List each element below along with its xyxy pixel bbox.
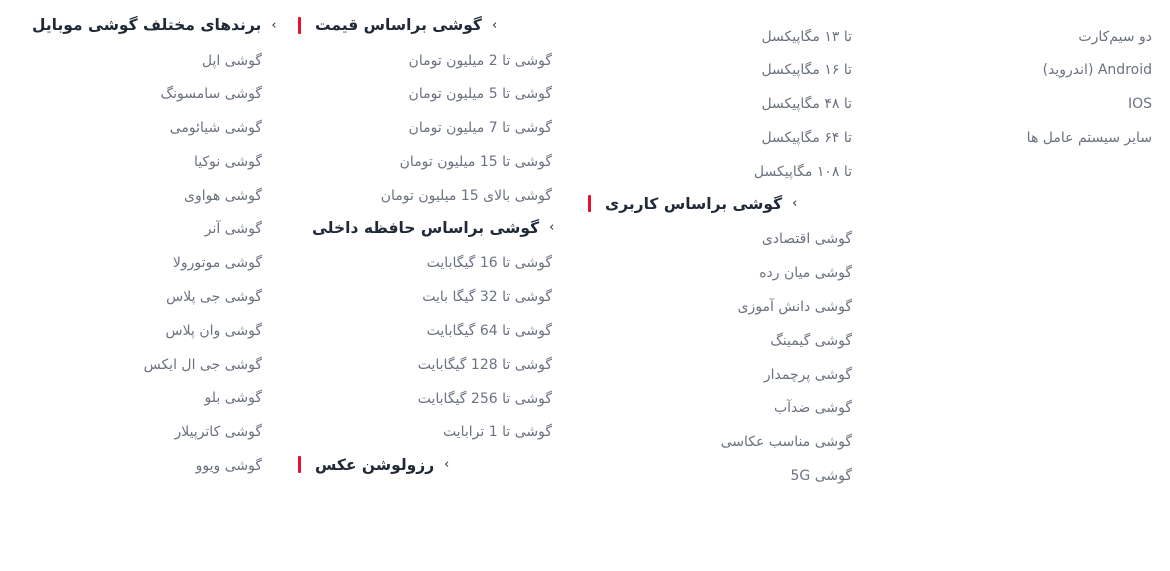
menu-column-price-memory bbox=[280, 10, 570, 571]
menu-item[interactable]: گوشی نوکیا bbox=[193, 153, 262, 170]
menu-item[interactable]: گوشی تا 64 گیگابایت bbox=[426, 323, 552, 340]
menu-item[interactable]: گوشی گیمینگ bbox=[770, 332, 852, 349]
menu-column-brands bbox=[0, 10, 280, 571]
menu-item[interactable]: گوشی آنر bbox=[204, 221, 262, 238]
menu-item[interactable]: تا ۶۴ مگاپیکسل bbox=[761, 129, 852, 146]
accent-bar bbox=[298, 17, 301, 34]
menu-item[interactable]: IOS bbox=[1127, 96, 1152, 113]
menu-item[interactable]: گوشی تا 16 گیگابایت bbox=[426, 255, 552, 272]
group-title-label: گوشی براساس کاربری bbox=[605, 194, 783, 213]
menu-item[interactable]: گوشی دانش آموزی bbox=[737, 299, 852, 316]
group-title-label: برندهای مختلف گوشی موبایل bbox=[32, 16, 262, 34]
accent-bar bbox=[588, 195, 591, 212]
group-title-label: گوشی براساس قیمت bbox=[315, 16, 482, 34]
menu-item[interactable]: گوشی شیائومی bbox=[169, 120, 262, 137]
menu-item[interactable]: گوشی بلو bbox=[204, 390, 262, 407]
group-title-price[interactable] bbox=[298, 10, 552, 40]
menu-item[interactable]: Android (اندروید) bbox=[1042, 62, 1152, 79]
menu-item[interactable]: تا ۱۰۸ مگاپیکسل bbox=[753, 163, 852, 180]
menu-item[interactable]: گوشی بالای 15 میلیون تومان bbox=[380, 187, 552, 204]
menu-item[interactable]: گوشی تا 256 گیگابایت bbox=[417, 390, 552, 407]
menu-item[interactable]: گوشی پرچمدار bbox=[763, 366, 852, 383]
menu-item[interactable]: گوشی هواوی bbox=[184, 187, 262, 204]
menu-item[interactable]: گوشی جی ال ایکس bbox=[143, 356, 262, 373]
chevron-left-icon: › bbox=[271, 17, 277, 33]
menu-item[interactable]: گوشی تا 5 میلیون تومان bbox=[408, 86, 552, 103]
menu-item[interactable]: گوشی تا 1 ترابایت bbox=[442, 424, 552, 441]
group-title-usage[interactable] bbox=[588, 189, 852, 219]
chevron-left-icon: › bbox=[444, 457, 450, 473]
group-title-photo-resolution[interactable] bbox=[298, 450, 552, 480]
menu-item[interactable]: گوشی اپل bbox=[201, 52, 262, 69]
group-title-label: رزولوشن عکس bbox=[315, 455, 435, 474]
menu-item[interactable]: گوشی موتورولا bbox=[172, 255, 262, 272]
menu-item[interactable]: سایر سیستم عامل ها bbox=[1026, 129, 1152, 146]
menu-item[interactable]: دو سیم‌کارت bbox=[1078, 28, 1152, 45]
chevron-left-icon: › bbox=[549, 220, 555, 236]
menu-item[interactable]: گوشی تا 2 میلیون تومان bbox=[408, 52, 552, 69]
menu-item[interactable]: گوشی ضدآب bbox=[773, 400, 852, 417]
column-spacer bbox=[588, 10, 852, 20]
menu-item[interactable]: گوشی وان پلاس bbox=[165, 322, 262, 339]
menu-item[interactable]: تا ۱۳ مگاپیکسل bbox=[761, 28, 852, 45]
group-title-label: گوشی براساس حافظه داخلی bbox=[312, 218, 540, 237]
group-title-brands[interactable] bbox=[18, 10, 277, 40]
menu-item[interactable]: گوشی تا 128 گیگابایت bbox=[417, 356, 552, 373]
menu-item[interactable]: گوشی تا 7 میلیون تومان bbox=[408, 120, 552, 137]
group-title-internal-memory[interactable] bbox=[298, 213, 555, 243]
accent-bar bbox=[298, 456, 301, 473]
menu-item[interactable]: گوشی اقتصادی bbox=[761, 231, 852, 248]
menu-column-camera-usage bbox=[570, 10, 870, 571]
menu-item[interactable]: گوشی تا 15 میلیون تومان bbox=[399, 153, 552, 170]
menu-item[interactable]: گوشی 5G bbox=[790, 468, 852, 485]
menu-item[interactable]: تا ۴۸ مگاپیکسل bbox=[761, 96, 852, 113]
menu-item[interactable]: گوشی مناسب عکاسی bbox=[720, 434, 852, 451]
column-spacer bbox=[888, 10, 1152, 20]
menu-item[interactable]: گوشی کاترپیلار bbox=[174, 424, 262, 441]
menu-column-sim-os bbox=[870, 10, 1170, 571]
menu-item[interactable]: گوشی سامسونگ bbox=[160, 86, 262, 103]
menu-item[interactable]: تا ۱۶ مگاپیکسل bbox=[761, 62, 852, 79]
menu-item[interactable]: گوشی تا 32 گیگا بایت bbox=[422, 289, 552, 306]
menu-item[interactable]: گوشی میان رده bbox=[759, 265, 852, 282]
menu-item[interactable]: گوشی جی پلاس bbox=[166, 289, 262, 306]
chevron-left-icon: › bbox=[491, 17, 498, 33]
chevron-left-icon: › bbox=[792, 196, 798, 212]
menu-item[interactable]: گوشی ویوو bbox=[195, 458, 262, 475]
